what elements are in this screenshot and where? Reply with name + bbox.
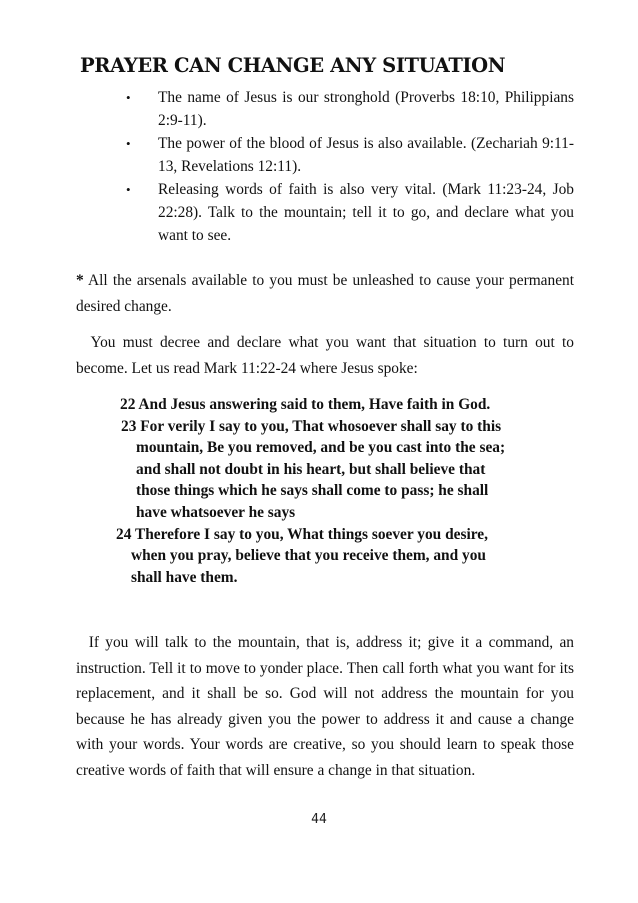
verse-line: have whatsoever he says — [136, 503, 296, 521]
bullet-icon: • — [126, 182, 131, 197]
arsenals-text: All the arsenals available to you must be unleashed to cause your permanent desired change. — [76, 272, 574, 315]
bullet-text: The power of the blood of Jesus is also available. (Zechariah 9:11-13, Revelations 12:11). — [158, 135, 574, 175]
decree-paragraph — [76, 330, 574, 381]
bullet-text: The name of Jesus is our stronghold (Proverbs 18:10, Philippians 2:9-11). — [158, 89, 574, 129]
decree-text: You must decree and declare what you want that situation to turn out to become. Let us read Mark 11:22-24 where Jesus spoke: — [76, 334, 574, 377]
page-number: 44 — [311, 812, 327, 827]
bullet-item — [124, 132, 574, 178]
bullet-icon: • — [126, 90, 131, 105]
page-title: PRAYER CAN CHANGE ANY SITUATION — [80, 54, 506, 77]
verse-line: and shall not doubt in his heart, but shall believe that — [136, 460, 486, 478]
bullet-text: Releasing words of faith is also very vital. (Mark 11:23-24, Job 22:28). Talk to the mountain; tell it to go, and declare what you want to see. — [158, 181, 574, 244]
verse-line: 22 And Jesus answering said to them, Have faith in God. — [120, 396, 491, 413]
arsenals-paragraph — [76, 268, 574, 319]
bullet-icon: • — [126, 136, 131, 151]
bullet-list — [124, 86, 574, 247]
bullet-item — [124, 86, 574, 132]
verse-line: mountain, Be you removed, and be you cast into the sea; — [136, 439, 506, 457]
verse-22 — [112, 394, 572, 416]
verse-24 — [112, 524, 572, 589]
verse-line: those things which he says shall come to pass; he shall — [136, 482, 489, 500]
verse-line: when you pray, believe that you receive them, and you — [131, 547, 486, 565]
verse-line: shall have them. — [131, 568, 238, 586]
mountain-paragraph — [76, 630, 574, 783]
mountain-text: If you will talk to the mountain, that is, address it; give it a command, an instruction. Tell it to move to yonder place. Then call forth what you want for its replacement, and it shall be so. God will not address the mountain for you because he has already given you the power to address it and cause a change with your words. Your words are creative, so you should learn to speak those creative words of faith that will ensure a change in that situation. — [76, 634, 575, 779]
bullet-item — [124, 178, 574, 247]
scripture-quote — [112, 394, 572, 588]
verse-23 — [112, 416, 572, 524]
verse-line: 24 Therefore I say to you, What things soever you desire, — [116, 525, 488, 543]
asterisk-marker: * — [76, 272, 84, 289]
verse-line: 23 For verily I say to you, That whosoever shall say to this — [121, 417, 502, 435]
